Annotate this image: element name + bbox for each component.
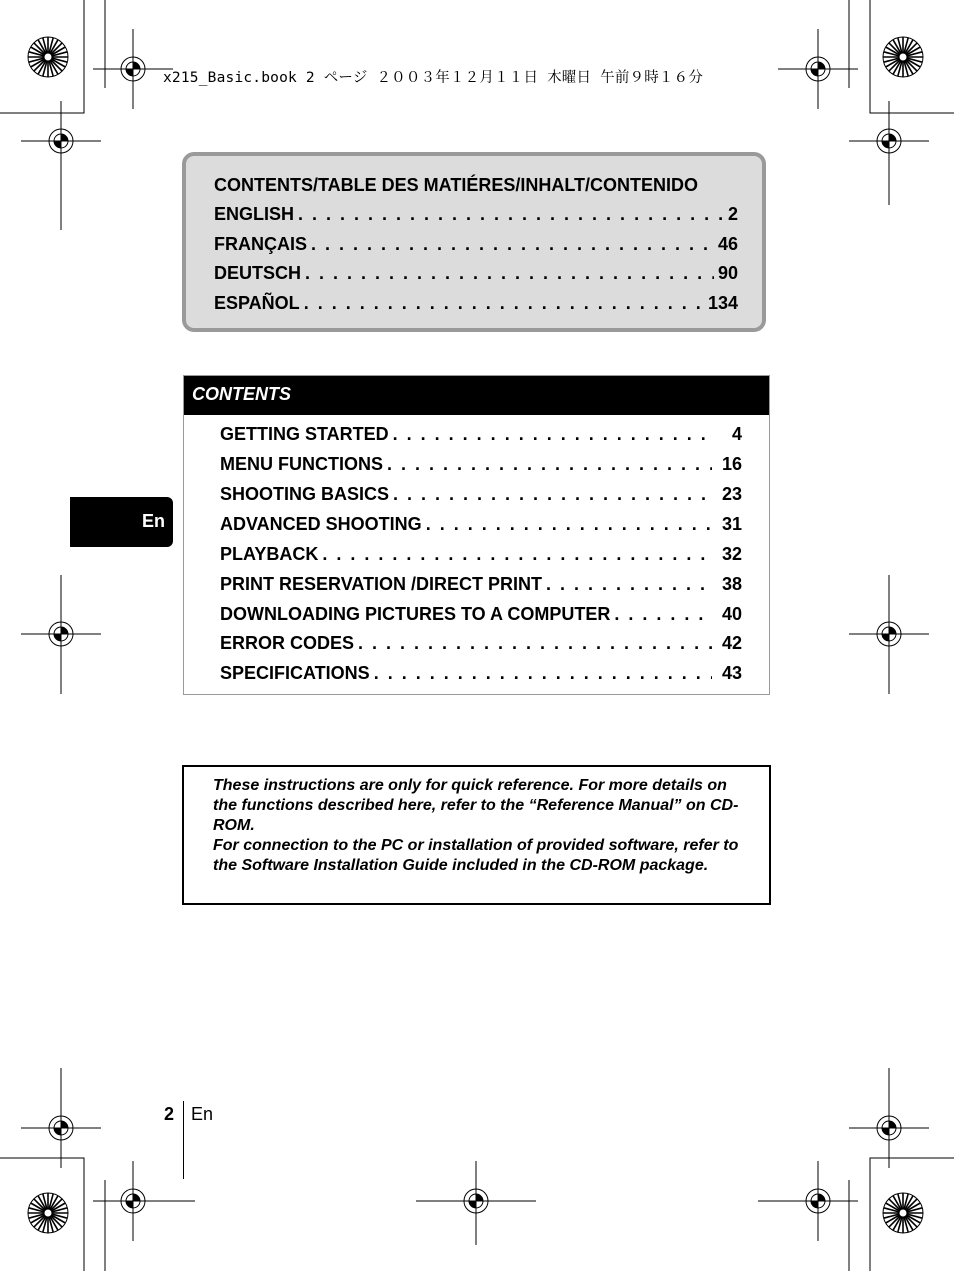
note-paragraph-1: These instructions are only for quick reference. For more details on the functions described here, refer to the “Reference Manual” on CD-ROM.: [213, 777, 739, 834]
quick-reference-note: [182, 765, 771, 905]
toc-entry-menu-functions[interactable]: MENU FUNCTIONS . . . 16: [220, 454, 742, 475]
language-contents-box: [182, 152, 766, 332]
page-number: 2: [164, 1104, 175, 1124]
toc-entry-getting-started[interactable]: GETTING STARTED . . . 4: [220, 424, 742, 445]
toc-entry-espanol[interactable]: ESPAÑOL . . . 134: [214, 293, 738, 314]
toc-entry-specifications[interactable]: SPECIFICATIONS . . . 43: [220, 663, 742, 684]
note-paragraph-2: For connection to the PC or installation of provided software, refer to the Software Installation Guide included in the CD-ROM package.: [213, 837, 739, 874]
language-side-tab: [70, 497, 173, 547]
toc-entry-english[interactable]: ENGLISH . . . 2: [214, 204, 738, 225]
language-contents-title: CONTENTS/TABLE DES MATIÉRES/INHALT/CONTENIDO: [214, 175, 698, 195]
footer-language: En: [191, 1104, 214, 1124]
language-side-tab-label: En: [141, 511, 165, 531]
contents-heading-bar: [184, 376, 769, 415]
toc-entry-advanced-shooting[interactable]: ADVANCED SHOOTING . . . 31: [220, 514, 742, 535]
toc-entry-print-reservation[interactable]: PRINT RESERVATION /DIRECT PRINT . . . 38: [220, 574, 742, 595]
footer-divider: [183, 1101, 184, 1179]
toc-entry-downloading-pictures[interactable]: DOWNLOADING PICTURES TO A COMPUTER . . . 40: [220, 604, 742, 625]
english-contents-box: [183, 375, 770, 695]
toc-entry-error-codes[interactable]: ERROR CODES . . . 42: [220, 633, 742, 654]
toc-entry-francais[interactable]: FRANÇAIS . . . 46: [214, 234, 738, 255]
toc-entry-shooting-basics[interactable]: SHOOTING BASICS . . . 23: [220, 484, 742, 505]
toc-entry-playback[interactable]: PLAYBACK . . . 32: [220, 544, 742, 565]
note-text: [213, 776, 753, 876]
toc-entry-deutsch[interactable]: DEUTSCH . . . 90: [214, 263, 738, 284]
print-header-line: x215_Basic.book 2 ページ ２００３年１２月１１日 木曜日 午前９時１６分: [163, 70, 704, 86]
contents-heading: CONTENTS: [192, 384, 291, 404]
